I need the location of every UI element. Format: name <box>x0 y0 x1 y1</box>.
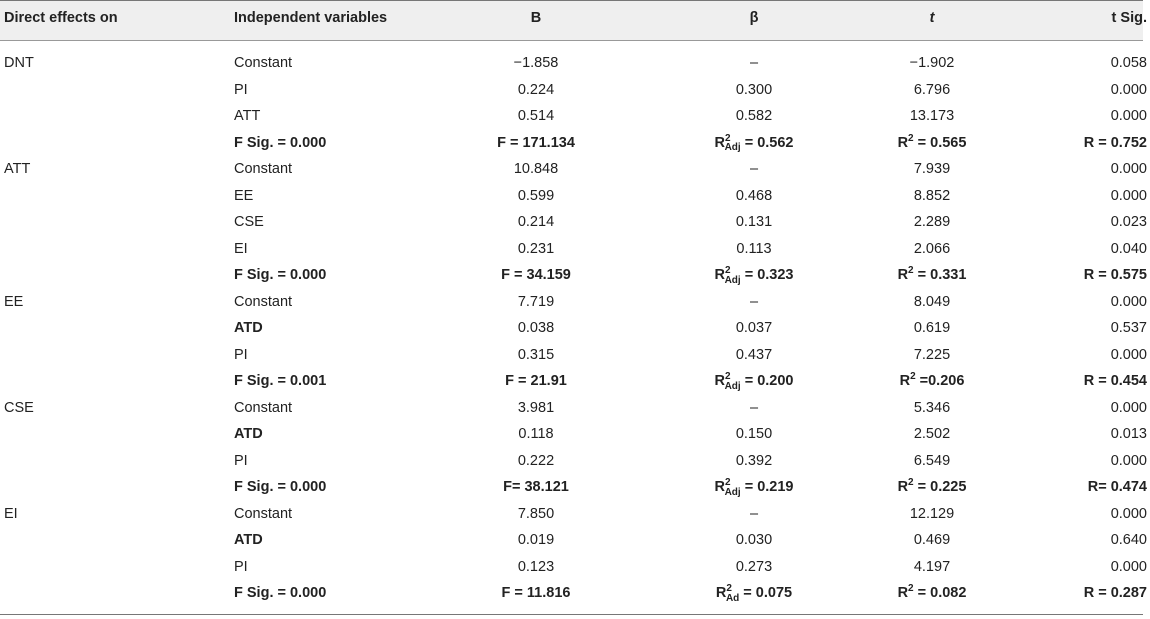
b-cell: 7.719 <box>517 293 555 310</box>
t-cell: 0.469 <box>913 532 951 548</box>
f-cell: F = 11.816 <box>501 585 571 601</box>
effect-cell <box>0 342 234 369</box>
f-cell: F= 38.121 <box>503 479 569 495</box>
beta-cell: 0.582 <box>735 108 773 124</box>
sig-cell: 0.023 <box>1110 214 1147 230</box>
t-cell: −1.902 <box>909 55 955 71</box>
table-row <box>0 183 1150 210</box>
stat-subscript: Adj <box>724 142 741 154</box>
table-row <box>0 156 1150 183</box>
r2-cell <box>850 474 1014 501</box>
beta-cell: – <box>749 399 759 416</box>
effect-cell <box>0 236 234 263</box>
sig-cell: 0.000 <box>1110 108 1147 124</box>
beta-cell: 0.392 <box>735 452 773 469</box>
t-cell: 6.796 <box>913 81 951 98</box>
effect-cell: EE <box>4 293 24 310</box>
stat-symbol: R <box>897 585 909 601</box>
variable-cell: Constant <box>234 293 293 310</box>
f-sig-cell: F Sig. = 0.000 <box>234 267 327 283</box>
stat-superscript: 2 <box>908 477 914 489</box>
stat-superscript: 2 <box>726 583 732 595</box>
sig-cell: 0.640 <box>1110 532 1147 548</box>
f-cell: F = 34.159 <box>501 267 571 283</box>
variable-cell: Constant <box>234 505 293 522</box>
table-row <box>0 501 1150 528</box>
beta-cell: – <box>749 293 759 310</box>
effect-cell <box>0 130 234 157</box>
effect-cell <box>0 421 234 448</box>
table-row <box>0 448 1150 475</box>
stat-superscript: 2 <box>725 371 731 383</box>
stat-superscript: 2 <box>910 371 916 383</box>
table-row <box>0 395 1150 422</box>
t-cell: 7.939 <box>913 161 951 177</box>
stat-subscript: Ad <box>725 592 740 604</box>
table-row <box>0 342 1150 369</box>
r2-cell <box>850 368 1014 395</box>
b-cell: 0.123 <box>517 558 555 575</box>
variable-cell: Constant <box>234 399 293 416</box>
f-sig-cell: F Sig. = 0.000 <box>234 479 327 495</box>
variable-cell: Constant <box>234 161 293 177</box>
bottom-rule <box>0 614 1143 615</box>
summary-row <box>0 130 1150 157</box>
sig-cell: 0.000 <box>1110 187 1147 204</box>
stat-value: = 0.331 <box>913 267 967 283</box>
stat-value: = 0.562 <box>740 134 794 151</box>
stat-symbol: R <box>714 267 725 283</box>
effect-cell <box>0 262 234 289</box>
beta-cell: – <box>749 505 759 522</box>
col-header-t: t <box>929 10 935 26</box>
stat-symbol: R <box>714 373 725 389</box>
r2-adj-cell <box>658 474 850 501</box>
r-cell: R = 0.287 <box>1083 585 1147 601</box>
stat-symbol: R <box>899 373 911 389</box>
stat-value: = 0.082 <box>913 585 967 601</box>
sig-cell: 0.000 <box>1110 346 1147 363</box>
effect-cell <box>0 183 234 210</box>
table-row <box>0 315 1150 342</box>
summary-row <box>0 262 1150 289</box>
variable-cell: ATD <box>234 426 263 442</box>
variable-cell: PI <box>234 81 248 98</box>
effect-cell: EI <box>4 505 18 522</box>
stat-subscript: Adj <box>724 274 741 286</box>
effect-cell <box>0 527 234 554</box>
effect-cell <box>0 368 234 395</box>
stat-symbol: R <box>897 479 909 495</box>
table-row <box>0 289 1150 316</box>
b-cell: 0.599 <box>517 187 555 204</box>
stat-value: = 0.219 <box>740 479 794 495</box>
b-cell: 10.848 <box>513 161 559 177</box>
t-cell: 2.066 <box>913 240 951 257</box>
b-cell: 0.019 <box>517 532 555 548</box>
t-cell: 6.549 <box>913 452 951 469</box>
effect-cell <box>0 103 234 130</box>
effect-cell <box>0 580 234 607</box>
table-row <box>0 50 1150 77</box>
table-row <box>0 554 1150 581</box>
beta-cell: 0.113 <box>736 240 772 257</box>
col-header-effect: Direct effects on <box>4 10 118 26</box>
effect-cell <box>0 448 234 475</box>
summary-row <box>0 474 1150 501</box>
b-cell: 0.514 <box>517 108 555 124</box>
stat-symbol: R <box>897 267 909 283</box>
f-cell: F = 21.91 <box>505 373 567 389</box>
f-sig-cell: F Sig. = 0.001 <box>234 373 327 389</box>
stat-value: = 0.200 <box>740 373 794 389</box>
r-cell: R = 0.575 <box>1083 267 1147 283</box>
sig-cell: 0.000 <box>1110 452 1147 469</box>
effect-cell <box>0 315 234 342</box>
b-cell: 7.850 <box>517 505 555 522</box>
variable-cell: EI <box>234 240 248 257</box>
t-cell: 2.502 <box>913 426 951 442</box>
stat-value: =0.206 <box>915 373 965 389</box>
beta-cell: 0.273 <box>735 558 773 575</box>
r2-adj-cell <box>658 130 850 157</box>
stat-symbol: R <box>714 134 725 151</box>
r-cell: R = 0.454 <box>1083 373 1147 389</box>
table-row <box>0 527 1150 554</box>
sig-cell: 0.000 <box>1110 81 1147 98</box>
stat-symbol: R <box>897 134 909 151</box>
beta-cell: 0.150 <box>735 426 773 442</box>
table-row <box>0 209 1150 236</box>
r2-cell <box>850 262 1014 289</box>
effect-cell: ATT <box>4 161 31 177</box>
sig-cell: 0.000 <box>1110 293 1147 310</box>
beta-cell: 0.300 <box>735 81 773 98</box>
beta-cell: 0.037 <box>735 320 773 336</box>
variable-cell: ATT <box>234 108 261 124</box>
b-cell: −1.858 <box>513 55 559 71</box>
b-cell: 0.315 <box>517 346 555 363</box>
effect-cell <box>0 554 234 581</box>
variable-cell: CSE <box>234 214 264 230</box>
sig-cell: 0.000 <box>1110 505 1147 522</box>
beta-cell: 0.468 <box>735 187 773 204</box>
stat-superscript: 2 <box>908 583 914 595</box>
variable-cell: PI <box>234 346 248 363</box>
beta-cell: – <box>749 55 759 71</box>
f-sig-cell: F Sig. = 0.000 <box>234 134 327 151</box>
effect-cell <box>0 77 234 104</box>
f-sig-cell: F Sig. = 0.000 <box>234 585 327 601</box>
sig-cell: 0.013 <box>1110 426 1147 442</box>
variable-cell: ATD <box>234 532 263 548</box>
sig-cell: 0.537 <box>1110 320 1147 336</box>
r2-cell <box>850 580 1014 607</box>
sig-cell: 0.000 <box>1110 558 1147 575</box>
f-cell: F = 171.134 <box>497 134 575 151</box>
stat-superscript: 2 <box>725 132 731 144</box>
beta-cell: 0.437 <box>735 346 773 363</box>
sig-cell: 0.000 <box>1110 161 1147 177</box>
col-header-beta: β <box>749 10 759 26</box>
summary-row <box>0 580 1150 607</box>
table-row <box>0 77 1150 104</box>
stat-value: = 0.323 <box>740 267 794 283</box>
table-row <box>0 236 1150 263</box>
b-cell: 0.214 <box>517 214 555 230</box>
b-cell: 0.224 <box>517 81 555 98</box>
r-cell: R= 0.474 <box>1087 479 1147 495</box>
stat-symbol: R <box>715 585 727 601</box>
r2-cell <box>850 130 1014 157</box>
variable-cell: PI <box>234 558 248 575</box>
sig-cell: 0.058 <box>1110 55 1147 71</box>
stat-subscript: Adj <box>724 380 741 392</box>
variable-cell: ATD <box>234 320 263 336</box>
stat-symbol: R <box>714 479 725 495</box>
effect-cell: CSE <box>4 399 34 416</box>
r-cell: R = 0.752 <box>1083 134 1147 151</box>
table-body <box>0 50 1150 607</box>
stat-superscript: 2 <box>725 477 731 489</box>
r2-adj-cell <box>658 368 850 395</box>
header-row <box>0 0 1150 50</box>
effect-cell: DNT <box>4 55 34 71</box>
b-cell: 0.038 <box>517 320 555 336</box>
table-row <box>0 103 1150 130</box>
stat-subscript: Adj <box>724 486 741 498</box>
r2-adj-cell <box>658 580 850 607</box>
table-row <box>0 421 1150 448</box>
sig-cell: 0.000 <box>1110 399 1147 416</box>
summary-row <box>0 368 1150 395</box>
sig-cell: 0.040 <box>1110 240 1147 257</box>
stat-value: = 0.225 <box>913 479 967 495</box>
t-cell: 8.852 <box>913 187 951 204</box>
variable-cell: Constant <box>234 55 293 71</box>
stat-value: = 0.075 <box>739 585 793 601</box>
variable-cell: EE <box>234 187 254 204</box>
beta-cell: 0.131 <box>735 214 773 230</box>
effect-cell <box>0 474 234 501</box>
t-cell: 4.197 <box>913 558 951 575</box>
b-cell: 0.118 <box>518 426 554 442</box>
b-cell: 3.981 <box>517 399 555 416</box>
t-cell: 5.346 <box>913 399 951 416</box>
col-header-variables: Independent variables <box>234 10 388 26</box>
beta-cell: 0.030 <box>735 532 773 548</box>
t-cell: 0.619 <box>913 320 951 336</box>
col-header-b: B <box>530 10 542 26</box>
stat-value: = 0.565 <box>913 134 967 151</box>
stat-superscript: 2 <box>725 265 731 277</box>
t-cell: 12.129 <box>909 505 955 522</box>
t-cell: 7.225 <box>913 346 951 363</box>
variable-cell: PI <box>234 452 248 469</box>
col-header-t-sig: t Sig. <box>1111 10 1147 26</box>
stat-superscript: 2 <box>908 265 914 277</box>
stat-superscript: 2 <box>908 132 914 144</box>
r2-adj-cell <box>658 262 850 289</box>
beta-cell: – <box>749 161 759 177</box>
effect-cell <box>0 209 234 236</box>
t-cell: 2.289 <box>913 214 951 230</box>
t-cell: 13.173 <box>909 108 955 124</box>
b-cell: 0.231 <box>517 240 555 257</box>
t-cell: 8.049 <box>913 293 951 310</box>
b-cell: 0.222 <box>517 452 555 469</box>
